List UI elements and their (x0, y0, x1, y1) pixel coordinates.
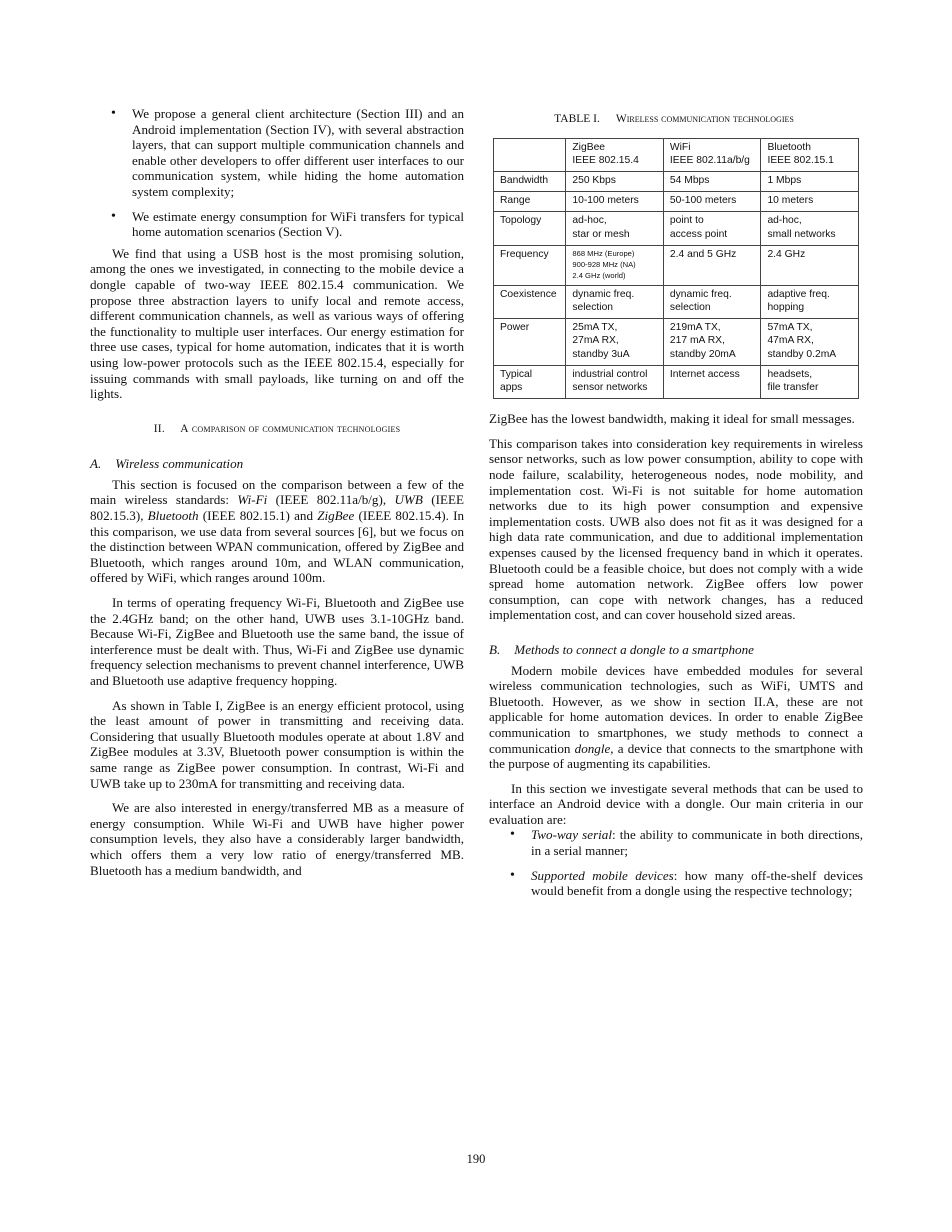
table-cell: 10-100 meters (566, 192, 664, 212)
table-row (494, 192, 859, 212)
table-cell: 2.4 and 5 GHz (663, 245, 761, 285)
subsection-heading-a: A. Wireless communication (90, 456, 244, 472)
table-cell (494, 138, 566, 171)
paragraph: We are also interested in energy/transferred MB as a measure of energy consumption. While Wi-Fi and UWB have higher power consumption levels, they also have a considerably larger bandwidth, which offers them a very low ratio of energy/transferred MB. Bluetooth has a medium bandwidth, and (90, 800, 464, 878)
row-label: Power (494, 319, 566, 366)
row-label: Typical apps (494, 365, 566, 398)
left-column (90, 106, 464, 878)
paragraph: In terms of operating frequency Wi-Fi, Bluetooth and ZigBee use the 2.4GHz band; on the other hand, UWB uses 3.1-10GHz band. Because Wi-Fi, ZigBee and Bluetooth use the same band, the issue of interference must be dealt with. Thus, Wi-Fi and ZigBee use dynamic frequency selection mechanisms to prevent channel interference, UWB and Bluetooth use adaptive frequency hopping. (90, 595, 464, 688)
table-caption: TABLE I. Wireless communication technologies (554, 113, 794, 125)
table-header-cell: WiFi IEEE 802.11a/b/g (663, 138, 761, 171)
list-item: • We estimate energy consumption for WiFi transfers for typical home automation scenarios (Section V). (90, 209, 464, 240)
table-cell: 2.4 GHz (761, 245, 859, 285)
paragraph: This comparison takes into consideration key requirements in wireless sensor networks, such as low power consumption, ability to cope with node failure, scalability, heterogeneous nodes, node mobility, and implementation cost. Wi-Fi is not suitable for home automation networks due to its high power consumption and expensive implementation costs. UWB also does not fit as it was designed for a high data rate communication, and due to additional implementation expenses caused by the licensed frequency band in which it operates. Bluetooth could be a feasible choice, but does not comply with a wide spread home automation network. ZigBee offers low power consumption, can cope with network changes, has a reduced implementation cost, and can cover household sized areas. (489, 435, 863, 623)
paragraph: As shown in Table I, ZigBee is an energy efficient protocol, using the least amount of power in transmitting and receiving data. Considering that usually Bluetooth modules operate at about 1.8V and ZigBee modules at 3.3V, Bluetooth power consumption is within the same range as ZigBee power consumption. In contrast, Wi-Fi and UWB take up to 230mA for transmitting and receiving data. (90, 697, 464, 791)
paragraph: This section is focused on the comparison between a few of the main wireless standards: Wi-Fi (IEEE 802.11a/b/g), UWB (IEEE 802.15.3), Bluetooth (IEEE 802.15.1) and ZigBee (IEEE 802.15.4). In this comparison, we use data from several sources [6], but we focus on the distinction between WPAN communication, offered by ZigBee and Bluetooth, which ranges around 10m, and WLAN communication, offered by WiFi, which ranges around 100m. (90, 476, 465, 586)
table-cell: point to access point (663, 212, 761, 245)
table-header-row (494, 138, 859, 171)
wireless-comparison-table (493, 138, 859, 400)
list-item: • Supported mobile devices: how many off-the-shelf devices would benefit from a dongle using the respective technology; (489, 868, 863, 899)
table-cell: 10 meters (761, 192, 859, 212)
table-row (494, 319, 859, 366)
table-cell: 54 Mbps (663, 172, 761, 192)
subsection-heading-b: B. Methods to connect a dongle to a smartphone (489, 641, 754, 657)
table-cell: 250 Kbps (566, 172, 664, 192)
paragraph: ZigBee has the lowest bandwidth, making it ideal for small messages. (489, 411, 855, 427)
page-number: 190 (466, 1152, 486, 1166)
table-row (494, 245, 859, 285)
table-cell: 50-100 meters (663, 192, 761, 212)
paragraph: In this section we investigate several methods that can be used to interface an Android device with a dongle. Our main criteria in our evaluation are: (489, 780, 863, 827)
criteria-list (489, 827, 863, 898)
table-cell: headsets, file transfer (761, 365, 859, 398)
table-header-cell: Bluetooth IEEE 802.15.1 (761, 138, 859, 171)
list-item: • Two-way serial: the ability to communicate in both directions, in a serial manner; (489, 827, 863, 858)
table-cell: dynamic freq. selection (566, 285, 664, 318)
table-cell: ad-hoc, small networks (761, 212, 859, 245)
table-cell: ad-hoc, star or mesh (566, 212, 664, 245)
table-cell: 219mA TX, 217 mA RX, standby 20mA (663, 319, 761, 366)
table-row (494, 172, 859, 192)
table-cell: 25mA TX, 27mA RX, standby 3uA (566, 319, 664, 366)
table-cell: 1 Mbps (761, 172, 859, 192)
table-cell: Internet access (663, 365, 761, 398)
table-row (494, 285, 859, 318)
table-header-cell: ZigBee IEEE 802.15.4 (566, 138, 664, 171)
row-label: Coexistence (494, 285, 566, 318)
contribution-list (90, 106, 464, 240)
table-cell: 57mA TX, 47mA RX, standby 0.2mA (761, 319, 859, 366)
table-cell: adaptive freq. hopping (761, 285, 859, 318)
row-label: Range (494, 192, 566, 212)
table-cell: dynamic freq. selection (663, 285, 761, 318)
row-label: Frequency (494, 245, 566, 285)
paragraph: Modern mobile devices have embedded modules for several wireless communication technologies, such as WiFi, UMTS and Bluetooth. However, as we show in section II.A, these are not applicable for home automation devices. In order to enable ZigBee communication to smartphones, we study methods to connect a communication dongle, a device that connects to the smartphone with the purpose of augmenting its capabilities. (489, 662, 863, 772)
row-label: Bandwidth (494, 172, 566, 192)
table-row (494, 212, 859, 245)
intro-paragraph: We find that using a USB host is the most promising solution, among the ones we investigated, in connecting to the mobile device a dongle capable of two-way IEEE 802.15.4 communication. We propose three abstraction layers to unify local and remote access, different communication channels, as well as various ways of offering the functionality to multiple user interfaces. Our energy estimation for three use cases, typical for home automation, indicates that it is worth using low-power protocols such as the IEEE 802.15.4, especially for issuing commands with small payloads, like turning on and off the lights. (90, 245, 464, 402)
table-cell: industrial control sensor networks (566, 365, 664, 398)
table-row (494, 365, 859, 398)
table-cell: 868 MHz (Europe) 900-928 MHz (NA) 2.4 GHz (world) (566, 245, 664, 285)
list-item: • We propose a general client architecture (Section III) and an Android implementation (Section IV), with several abstraction layers, that can support multiple communication channels and enable other developers to offer different user interfaces to our communication system, while hiding the home automation system complexity; (90, 106, 464, 200)
row-label: Topology (494, 212, 566, 245)
section-heading: II. A comparison of communication technologies (153, 422, 401, 435)
right-column (489, 112, 863, 899)
